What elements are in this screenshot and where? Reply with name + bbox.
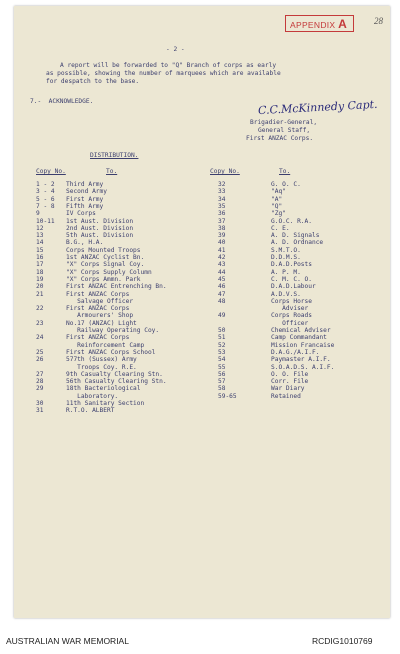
left-copy-number: 9 (36, 210, 40, 218)
acknowledge-line: 7.- ACKNOWLEDGE. (30, 98, 94, 105)
right-copy-number: 46 (218, 283, 226, 291)
left-recipient: 2nd Aust. Division (66, 224, 134, 232)
left-recipient: Corps Mounted Troops (66, 246, 141, 254)
right-recipient: O. O. File (271, 370, 309, 378)
left-copy-number: 24 (36, 334, 44, 342)
left-copy-number: 14 (36, 239, 44, 247)
left-copy-number: 17 (36, 261, 44, 269)
right-recipient: D.A.G./A.I.F. (271, 348, 320, 356)
left-recipient: Reinforcement Camp (66, 341, 145, 349)
right-copy-number: 34 (218, 195, 226, 203)
left-copy-number: 18 (36, 268, 44, 276)
document-page (14, 6, 390, 618)
left-copy-number: 16 (36, 254, 44, 261)
signature-corps: First ANZAC Corps. (246, 135, 314, 142)
right-copy-number: 58 (218, 385, 226, 393)
left-copy-number: 15 (36, 246, 44, 254)
left-copy-number: 29 (36, 385, 44, 393)
right-recipient: Corps Roads (271, 312, 312, 320)
right-copy-number: 44 (218, 268, 226, 276)
left-copy-number: 31 (36, 407, 44, 415)
right-copy-number: 57 (218, 378, 226, 386)
left-recipient: 18th Bacteriological (66, 385, 141, 393)
right-copy-number: 42 (218, 254, 226, 261)
right-copy-number: 50 (218, 327, 226, 334)
header-to-right: To. (279, 168, 291, 175)
left-recipient: 56th Casualty Clearing Stn. (66, 378, 167, 386)
right-recipient: A.D.V.S. (271, 290, 301, 298)
right-recipient: D.A.D.Posts (271, 261, 312, 269)
left-copy-number: 1 - 2 (36, 181, 55, 188)
right-copy-number: 32 (218, 181, 226, 188)
left-recipient: Laboratory. (66, 392, 119, 400)
right-copy-number: 53 (218, 348, 226, 356)
left-recipient: 577th (Sussex) Army (66, 356, 137, 364)
right-recipient: A. D. Ordnance (271, 239, 324, 247)
left-recipient: First Army (66, 195, 104, 203)
left-recipient: First ANZAC Corps (66, 305, 130, 313)
right-copy-number: 36 (218, 210, 226, 218)
right-copy-number: 54 (218, 356, 226, 364)
left-recipient: Troops Coy. R.E. (66, 363, 137, 371)
left-recipient: First ANZAC Corps (66, 334, 130, 342)
left-copy-number: 22 (36, 305, 44, 313)
left-copy-number: 28 (36, 378, 44, 386)
right-recipient: "Aq" (271, 188, 286, 196)
right-copy-number: 43 (218, 261, 226, 269)
left-recipient: First ANZAC Corps School (66, 348, 156, 356)
left-recipient: Salvage Officer (66, 297, 134, 305)
footer-archive-name: AUSTRALIAN WAR MEMORIAL (6, 636, 129, 646)
left-recipient: IV Corps (66, 210, 96, 218)
left-copy-number: 10-11 (36, 217, 55, 225)
signature-rank: Brigadier-General, (250, 119, 318, 126)
right-recipient: A. P. M. (271, 268, 301, 276)
paragraph-line-2: as possible, showing the number of marquees which are available (46, 70, 281, 77)
left-copy-number: 12 (36, 224, 44, 232)
left-copy-number: 30 (36, 400, 44, 407)
right-copy-number: 41 (218, 246, 226, 254)
appendix-label: APPENDIX (290, 20, 336, 30)
footer-record-id: RCDIG1010769 (312, 636, 373, 646)
left-recipient: First ANZAC Entrenching Bn. (66, 283, 167, 291)
right-copy-number: 51 (218, 334, 226, 342)
left-copy-number: 23 (36, 319, 44, 327)
right-copy-number: 40 (218, 239, 226, 247)
header-to-left: To. (106, 168, 118, 175)
right-recipient: "A" (271, 195, 283, 203)
left-recipient: Railway Operating Coy. (66, 327, 160, 334)
left-recipient: "X" Corps Supply Column (66, 268, 152, 276)
right-recipient: C. E. (271, 224, 290, 232)
right-copy-number: 52 (218, 341, 226, 349)
left-recipient: 5th Aust. Division (66, 232, 134, 240)
left-recipient: 9th Casualty Clearing Stn. (66, 370, 163, 378)
left-copy-number: 21 (36, 290, 44, 298)
left-copy-number: 19 (36, 275, 44, 283)
right-recipient: Chemical Adviser (271, 327, 331, 334)
left-copy-number: 27 (36, 370, 44, 378)
header-copy-no-right: Copy No. (210, 168, 240, 175)
right-recipient: D.D.M.S. (271, 254, 301, 261)
right-copy-number: 49 (218, 312, 226, 320)
right-recipient: "Zg" (271, 210, 286, 218)
right-recipient: Officer (271, 319, 309, 327)
right-copy-number: 33 (218, 188, 226, 196)
appendix-letter: A (338, 17, 348, 31)
right-recipient: G.O.C. R.A. (271, 217, 312, 225)
signature-staff: General Staff, (258, 127, 311, 134)
right-recipient: Adviser (271, 305, 309, 313)
left-copy-number: 25 (36, 348, 44, 356)
left-recipient: Armourers' Shop (66, 312, 134, 320)
right-recipient: Corr. File (271, 378, 309, 386)
right-copy-number: 39 (218, 232, 226, 240)
left-recipient: 1st ANZAC Cyclist Bn. (66, 254, 145, 261)
left-copy-number: 7 - 8 (36, 202, 55, 210)
left-copy-number: 3 - 4 (36, 188, 55, 196)
right-recipient: A. D. Signals (271, 232, 320, 240)
paragraph-line-3: for despatch to the base. (46, 78, 140, 85)
left-copy-number: 20 (36, 283, 44, 291)
left-copy-number: 26 (36, 356, 44, 364)
distribution-title: DISTRIBUTION. (90, 152, 139, 159)
left-recipient: 1st Aust. Division (66, 217, 134, 225)
right-recipient: C. M. C. O. (271, 275, 312, 283)
folio-number: 28 (374, 16, 383, 26)
right-recipient: Corps Horse (271, 297, 312, 305)
right-recipient: G. O. C. (271, 181, 301, 188)
left-recipient: 11th Sanitary Section (66, 400, 145, 407)
left-recipient: "X" Corps Ammn. Park (66, 275, 141, 283)
left-copy-number: 5 - 6 (36, 195, 55, 203)
left-recipient: Second Army (66, 188, 107, 196)
right-copy-number: 37 (218, 217, 226, 225)
right-copy-number: 48 (218, 297, 226, 305)
right-copy-number: 45 (218, 275, 226, 283)
right-recipient: War Diary (271, 385, 305, 393)
right-copy-number: 56 (218, 370, 226, 378)
left-recipient: First ANZAC Corps (66, 290, 130, 298)
right-recipient: "Q" (271, 202, 283, 210)
right-copy-number: 59-65 (218, 392, 237, 400)
appendix-stamp (285, 15, 354, 32)
left-recipient: No.17 (ANZAC) Light (66, 319, 137, 327)
left-recipient: R.T.O. ALBERT (66, 407, 115, 415)
handwritten-signature: C.C.McKinnedy Capt. (257, 97, 378, 118)
right-recipient: S.M.T.O. (271, 246, 301, 254)
page-number: - 2 - (166, 46, 185, 53)
left-copy-number: 13 (36, 232, 44, 240)
left-recipient: Fifth Army (66, 202, 104, 210)
right-recipient: S.O.A.D.S. A.I.F. (271, 363, 335, 371)
left-recipient: "X" Corps Signal Coy. (66, 261, 145, 269)
paragraph-line-1: A report will be forwarded to "Q" Branch of corps as early (60, 62, 277, 69)
left-recipient: Third Army (66, 181, 104, 188)
right-copy-number: 55 (218, 363, 226, 371)
right-recipient: Mission Francaise (271, 341, 335, 349)
left-recipient: B.G., H.A. (66, 239, 104, 247)
right-recipient: Paymaster A.I.F. (271, 356, 331, 364)
right-copy-number: 35 (218, 202, 226, 210)
right-recipient: D.A.D.Labour (271, 283, 316, 291)
right-recipient: Retained (271, 392, 301, 400)
right-recipient: Camp Commandant (271, 334, 327, 342)
header-copy-no-left: Copy No. (36, 168, 66, 175)
right-copy-number: 47 (218, 290, 226, 298)
right-copy-number: 38 (218, 224, 226, 232)
